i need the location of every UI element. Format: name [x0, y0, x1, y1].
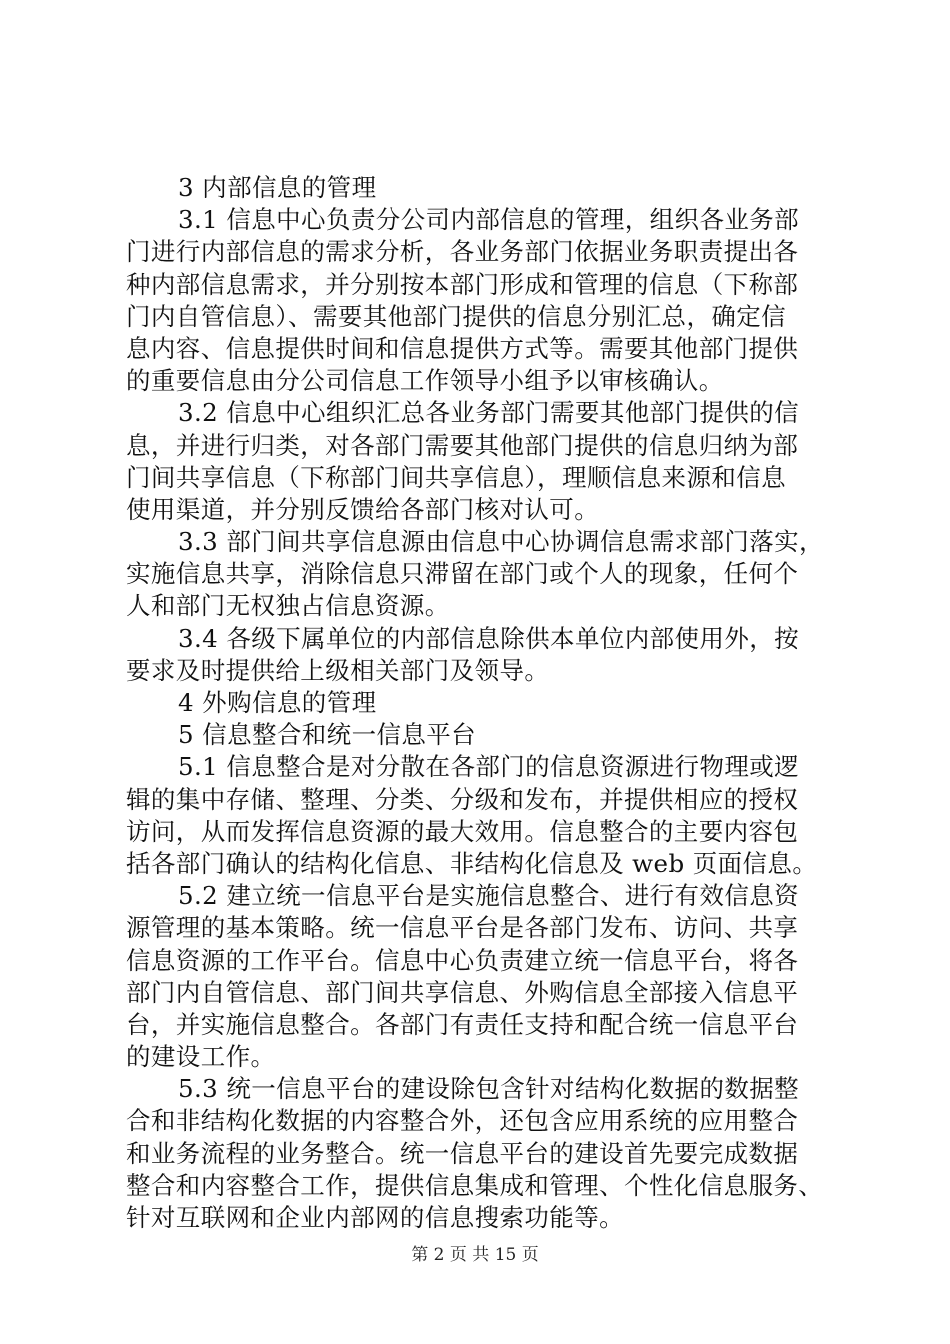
paragraph-3-1-line: 门内自管信息）、需要其他部门提供的信息分别汇总，确定信: [126, 301, 787, 331]
document-body: [126, 172, 848, 1234]
paragraph-3-1-line: 种内部信息需求，并分别按本部门形成和管理的信息（下称部: [126, 269, 799, 299]
paragraph-3-1-line: 3.1 信息中心负责分公司内部信息的管理，组织各业务部: [178, 205, 800, 235]
paragraph-5-3-line: 5.3 统一信息平台的建设除包含针对结构化数据的数据整: [178, 1074, 800, 1104]
paragraph-5-2-line: 台，并实施信息整合。各部门有责任支持和配合统一信息平台: [126, 1009, 799, 1039]
paragraph-5-2-line: 5.2 建立统一信息平台是实施信息整合、进行有效信息资: [178, 881, 800, 911]
page-number-footer: 第 2 页 共 15 页: [411, 1245, 539, 1265]
paragraph-5-2-line: 的建设工作。: [126, 1042, 276, 1072]
paragraph-3-3-line: 人和部门无权独占信息资源。: [126, 591, 450, 621]
paragraph-5-1-line: 5.1 信息整合是对分散在各部门的信息资源进行物理或逻: [178, 752, 800, 782]
paragraph-5-2-line: 信息资源的工作平台。信息中心负责建立统一信息平台，将各: [126, 945, 799, 975]
paragraph-3-4-line: 3.4 各级下属单位的内部信息除供本单位内部使用外，按: [178, 623, 800, 653]
paragraph-3-2-line: 3.2 信息中心组织汇总各业务部门需要其他部门提供的信: [178, 398, 800, 428]
paragraph-3-2-line: 门间共享信息（下称部门间共享信息），理顺信息来源和信息: [126, 462, 787, 492]
paragraph-5-3-line: 合和非结构化数据的内容整合外，还包含应用系统的应用整合: [126, 1106, 799, 1136]
paragraph-3-3-line: 3.3 部门间共享信息源由信息中心协调信息需求部门落实，: [178, 527, 824, 557]
paragraph-5-3-line: 针对互联网和企业内部网的信息搜索功能等。: [126, 1203, 624, 1232]
section-heading-5: 5 信息整合和统一信息平台: [178, 720, 477, 750]
paragraph-3-4-line: 要求及时提供给上级相关部门及领导。: [126, 655, 550, 685]
section-heading-3: 3 内部信息的管理: [178, 173, 377, 202]
paragraph-5-2-line: 部门内自管信息、部门间共享信息、外购信息全部接入信息平: [126, 977, 799, 1007]
paragraph-5-1-line: 辑的集中存储、整理、分类、分级和发布，并提供相应的授权: [126, 784, 799, 814]
paragraph-3-1-line: 门进行内部信息的需求分析，各业务部门依据业务职责提出各: [126, 237, 799, 267]
paragraph-5-3-line: 和业务流程的业务整合。统一信息平台的建设首先要完成数据: [126, 1138, 799, 1168]
paragraph-5-1-line: 括各部门确认的结构化信息、非结构化信息及 web 页面信息。: [126, 848, 818, 878]
paragraph-3-2-line: 使用渠道，并分别反馈给各部门核对认可。: [126, 494, 600, 524]
paragraph-3-1-line: 息内容、信息提供时间和信息提供方式等。需要其他部门提供: [126, 333, 799, 363]
paragraph-5-2-line: 源管理的基本策略。统一信息平台是各部门发布、访问、共享: [126, 913, 799, 943]
paragraph-5-1-line: 访问，从而发挥信息资源的最大效用。信息整合的主要内容包: [126, 816, 799, 846]
section-heading-4: 4 外购信息的管理: [178, 688, 377, 717]
paragraph-3-2-line: 息，并进行归类，对各部门需要其他部门提供的信息归纳为部: [126, 430, 799, 460]
paragraph-3-3-line: 实施信息共享，消除信息只滞留在部门或个人的现象，任何个: [126, 559, 799, 589]
paragraph-3-1-line: 的重要信息由分公司信息工作领导小组予以审核确认。: [126, 366, 724, 396]
paragraph-5-3-line: 整合和内容整合工作，提供信息集成和管理、个性化信息服务、: [126, 1170, 824, 1200]
